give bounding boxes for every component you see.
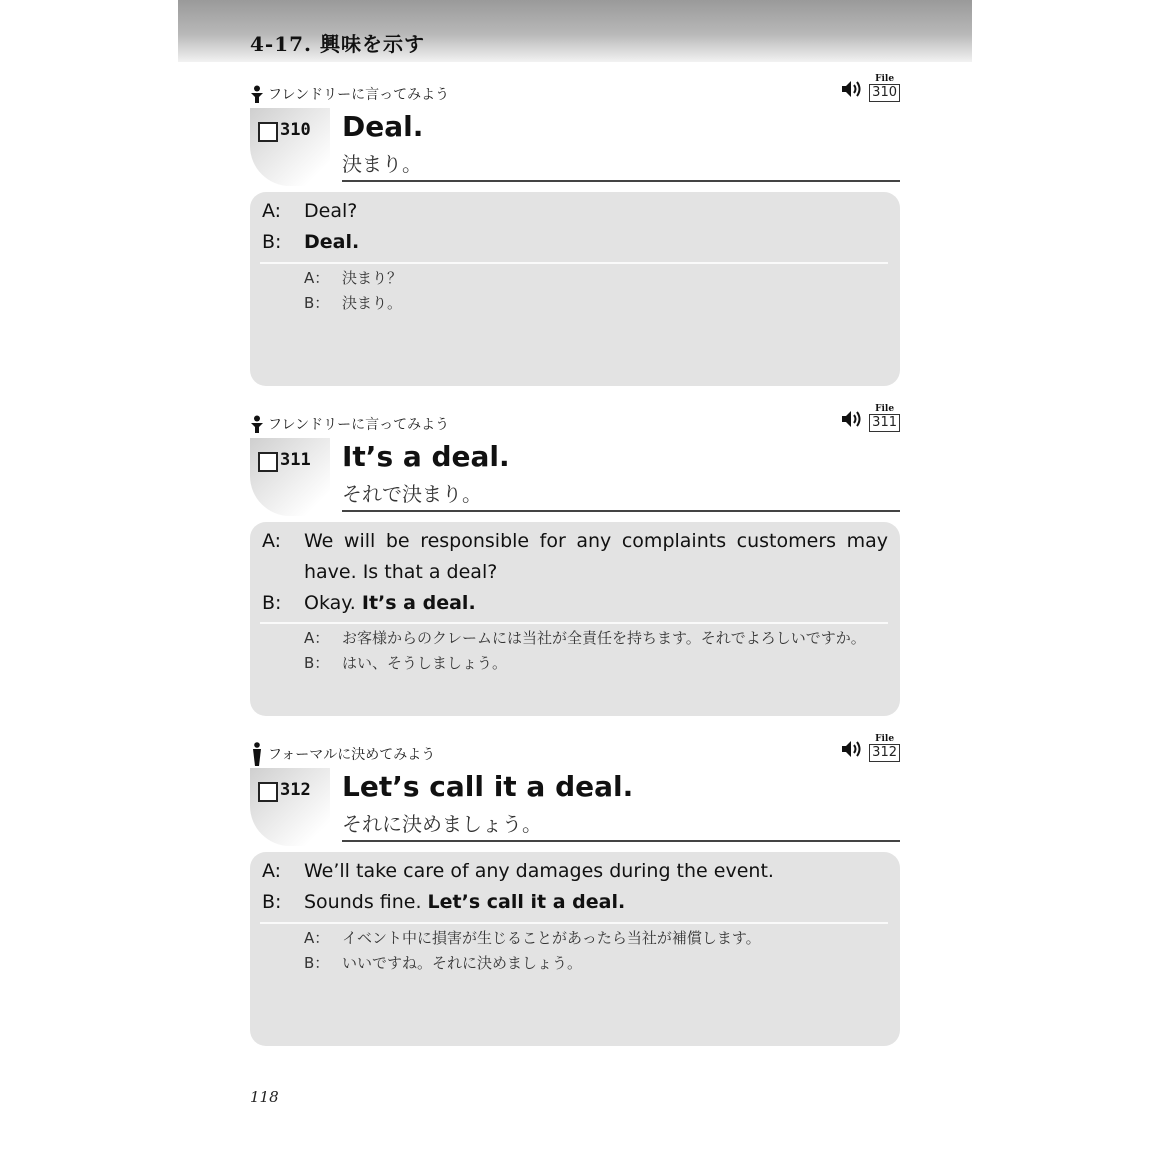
dialog-divider [260, 262, 888, 264]
line-b-text: Deal. [304, 231, 360, 253]
jp-line-b-text: 決まり。 [342, 294, 403, 312]
dialog-line-a [262, 526, 888, 588]
style-label: フォーマルに決めてみよう [268, 747, 436, 763]
phrase-underline [342, 840, 900, 842]
dialog-line-b [262, 887, 888, 918]
jp-line-b [304, 651, 507, 676]
jp-speaker-b: B： [304, 654, 330, 672]
style-label: フレンドリーに言ってみよう [268, 87, 450, 103]
phrase-translation: それに決めましょう。 [342, 812, 542, 836]
casual-person-icon [250, 415, 264, 433]
jp-line-b-text: いいですね。それに決めましょう。 [342, 954, 583, 972]
speaker-icon[interactable] [841, 80, 863, 98]
dialog-line-a [262, 856, 888, 887]
jp-line-a-text: お客様からのクレームには当社が全責任を持ちます。それでよろしいですか。 [342, 629, 866, 647]
audio-file-tag[interactable] [841, 734, 900, 762]
jp-line-a [304, 626, 866, 651]
entry-number: 311 [280, 450, 311, 470]
key-phrase: It’s a deal. [342, 440, 510, 473]
file-number: 311 [869, 414, 900, 432]
book-page [178, 0, 972, 1150]
entry-number-tab [250, 768, 330, 846]
line-b-key-phrase: Let’s call it a deal. [427, 891, 626, 913]
speaker-b: B: [262, 231, 282, 253]
entry-number-tab [250, 108, 330, 186]
key-phrase: Deal. [342, 110, 424, 143]
phrase-entry-311 [250, 404, 900, 734]
jp-line-b [304, 951, 582, 976]
style-label-row [250, 84, 449, 104]
file-number: 310 [869, 84, 900, 102]
audio-file-tag[interactable] [841, 74, 900, 102]
file-label: File [875, 404, 895, 414]
speaker-b: B: [262, 891, 282, 913]
entry-number-tab [250, 438, 330, 516]
line-a-text: Deal? [304, 200, 358, 222]
jp-line-a-text: イベント中に損害が生じることがあったら当社が補償します。 [342, 929, 761, 947]
phrase-translation: 決まり。 [342, 152, 422, 176]
speaker-icon[interactable] [841, 740, 863, 758]
dialog-box [250, 192, 900, 386]
key-phrase: Let’s call it a deal. [342, 770, 634, 803]
speaker-b: B: [262, 592, 282, 614]
jp-line-a-text: 決まり？ [342, 269, 403, 287]
checkbox[interactable] [258, 122, 278, 142]
jp-speaker-b: B： [304, 954, 330, 972]
checkbox[interactable] [258, 452, 278, 472]
phrase-entry-312 [250, 734, 900, 1064]
jp-speaker-a: A： [304, 629, 330, 647]
dialog-line-b [262, 588, 888, 619]
dialog-box [250, 522, 900, 716]
entry-number: 310 [280, 120, 311, 140]
formal-person-icon [250, 742, 264, 766]
jp-line-b-text: はい、そうしましょう。 [342, 654, 508, 672]
audio-file-tag[interactable] [841, 404, 900, 432]
page-number: 118 [250, 1088, 279, 1106]
line-b-key-phrase: It’s a deal. [361, 592, 476, 614]
line-a-text: We’ll take care of any damages during the event. [304, 860, 774, 882]
checkbox[interactable] [258, 782, 278, 802]
speaker-a: A: [262, 860, 282, 882]
speaker-icon[interactable] [841, 410, 863, 428]
dialog-box [250, 852, 900, 1046]
dialog-line-a [262, 196, 888, 227]
phrase-entry-310 [250, 74, 900, 404]
jp-speaker-b: B： [304, 294, 330, 312]
dialog-line-b [262, 227, 888, 258]
line-b-prefix: Sounds fine. [304, 891, 428, 913]
style-label-row [250, 414, 449, 434]
file-number: 312 [869, 744, 900, 762]
style-label-row [250, 744, 435, 764]
chapter-title: 4-17. 興味を示す [250, 32, 425, 56]
dialog-divider [260, 622, 888, 624]
chapter-header [178, 0, 972, 62]
line-a-text: We will be responsible for any complaints customers may have. Is that a deal? [304, 530, 888, 583]
phrase-underline [342, 510, 900, 512]
jp-line-b [304, 291, 402, 316]
file-label: File [875, 734, 895, 744]
jp-speaker-a: A： [304, 929, 330, 947]
speaker-a: A: [262, 530, 282, 552]
phrase-translation: それで決まり。 [342, 482, 482, 506]
line-b-prefix: Okay. [304, 592, 362, 614]
jp-speaker-a: A： [304, 269, 330, 287]
file-label: File [875, 74, 895, 84]
style-label: フレンドリーに言ってみよう [268, 417, 450, 433]
phrase-underline [342, 180, 900, 182]
casual-person-icon [250, 85, 264, 103]
jp-line-a [304, 926, 761, 951]
speaker-a: A: [262, 200, 282, 222]
dialog-divider [260, 922, 888, 924]
jp-line-a [304, 266, 402, 291]
entry-number: 312 [280, 780, 311, 800]
